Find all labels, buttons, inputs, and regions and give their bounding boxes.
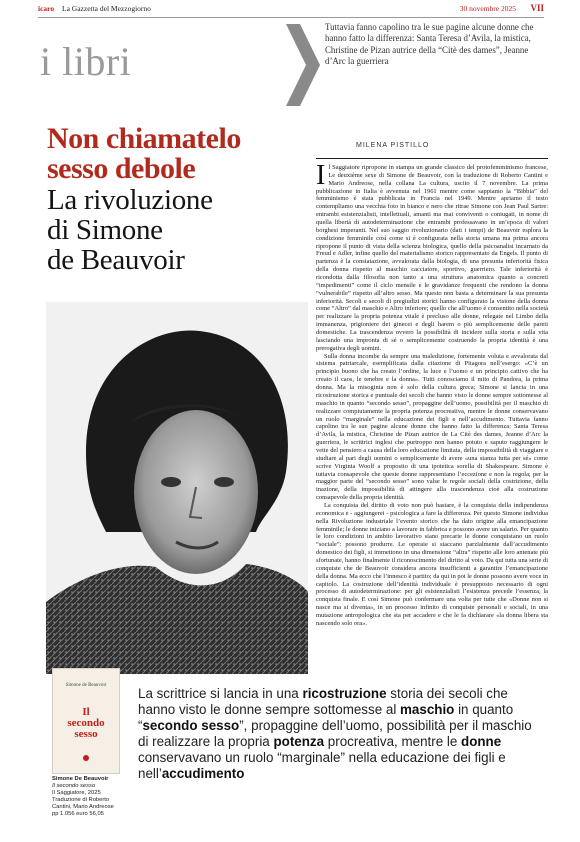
article-paragraph <box>316 164 548 353</box>
headline-line: sesso debole <box>47 152 196 185</box>
book-title-line: secondo <box>67 717 105 729</box>
quote-part: storia dei secoli che hanno visto le donne sempre sottomesse al <box>138 686 508 717</box>
quote-emph: maschio <box>400 702 455 717</box>
headline-line: Non chiamatelo <box>47 122 241 155</box>
book-title <box>53 707 119 740</box>
quote-part: conservavano un ruolo “marginale” nella educazione dei figli e nell’ <box>138 750 506 781</box>
drop-cap: I <box>316 164 326 191</box>
portrait-illustration <box>46 302 308 674</box>
headline <box>47 124 307 184</box>
article-paragraph: Sulla donna incombe da sempre una maledizione, fortemente voluta e avvalorata dal sistema patriarcale, esemplificata dalla citazione di Pitagora nell’esergo: «C’è un principio buono che ha creato l’ordine, la luce e l’uomo e un principio cattivo che ha creato il caos, le tenebre e la donna». Tutti conosciamo il mito di Pandora, la prima donna. Ma la misoginia non è solo della cultura greca; Simone si lancia in una ricostruzione storica e puntuale dei secoli che hanno visto le donne sempre sottomesse al maschio in quanto “secondo sesso”, propagginе dell’uomo, possibilità per il maschio di realizzare compiutamente la propria potenza procreativa, mentre le donne conservavano un ruolo “marginale” nella educazione dei figli e nell’accudimento. Tuttavia fanno capolino tra le sue pagine alcune donne che hanno fatto la differenza: Santa Teresa d’Avila, la mistica, Christine de Pizan autrice de La Citè des dames, Jeanne d’Arc la guerriera, le scrittrici inglesi che purtroppo non hanno potuto e saputo raggiungere le vette del pensiero a causa della loro educazione limitata, della impossibilità di viaggiare e studiare al pari degli uomini o semplicemente di avere «una stanza tutta per sé» come scrive Virginia Woolf a proposito di una ipotetica sorella di Shakespeare. Simone è tuttavia consapevole che queste donne rappresentano l’eccezione e non la regola; per la maggior parte del “secondo sesso” sono valse le regole sociali della costrizione, della inazione, della impossibilità di attingere alla trascendenza cioè alla costruzione consapevole della propria identità. <box>316 352 548 502</box>
caption-author: Simone De Beauvoir <box>52 776 109 782</box>
brand-logo: icaro <box>38 4 55 13</box>
quote-emph: potenza <box>273 734 325 749</box>
teaser-text: Tuttavia fanno capolino tra le sue pagine alcune donne che hanno fatto la differenza: Santa Teresa d’Avila, la mistica, Christine de Pizan autrice della “Citè des dames”, Jeanne d’Arc la guerriera <box>325 22 534 66</box>
paragraph-text: l Saggiatore ripropone in stampa un grande classico del protofemminismo francese, Le deuxième sexe di Simone de Beauvoir, con la traduzione di Roberto Cantini e Mario Andreose, nella collana La cultura, uscito il 7 novembre. La prima pubblicazione in Italia è avvenuta nel 1961 mentre come sappiamo la “Bibbia” del femminismo è stata pubblicata in Francia nel 1949. Mentre apriamo il testo contempliamo una vecchia foto in bianco e nero che ritrae Simone con Jean Paul Sartre: entrambi esistenzialisti, intellettuali, amanti ma mai conviventi o coniugati, in nome di quella libertà di autodeterminazione che entrambi professavano in un’epoca di valori borghesi imperanti. Nel suo saggio rivoluzionario (dati i tempi) de Beauvoir esplora la condizione femminile così come si è configurata nella storia umana ma prima ancora ripropone il punto di vista della scienza biologica, quello della psicoanalisi incarnato da Freud e Adler, infine quello del materialismo storico rappresentato da Engels. Il punto di partenza è la constatazione, avvalorata dalla biologia, di una presunta inferiorità fisica della donna rispetto al maschio cacciatore, sportivo, guerriero. Tale inferiorità è ricondotta dalla filosofia non tanto a una struttura anatomica quanto a concreti “impedimenti” come il ciclo mensile e le gravidanze frequenti che rendono la donna “vulnerabile” rispetto all’altro sesso. Ma questo non basta a determinare la sua presunta inferiorità. Secoli e secoli di pregiudizi storici hanno configurato la visione della donna come “Altro” dal maschio e Altro inferiore; quello che all’uomo è consentito nella società per realizzare la propria potenza vitale è precluso alle donne, relegate nel Limbo della immanenza, prigioniere dei ginecei e degli harem o più semplicemente delle pareti domestiche. La trascendenza ovvero la possibilità di incidere sulla storia e sulla vita lasciando una impronta di sé o semplicemente costruendo la propria identità è una prerogativa degli uomini. <box>316 164 548 352</box>
portrait-photo <box>46 302 308 674</box>
article-paragraph: La conquista del diritto di voto non può bastare, è la conquista della indipendenza economica e - aggiungerei - psicologica a fare la differenza. Per questo Simone individua nella Rivoluzione industriale l’evento storico che ha dato origine alla emancipazione femminile; le donne iniziano a lavorare in fabbrica e possono avere un salario. Per quanto le loro condizioni in ambito lavorativo siano precarie le donne conquistano un ruolo “sociale”: possono produrre. Le operaie si staccano parzialmente dall’accudimento domestico dei figli, si immettono in una dimensione “altra” rispetto alle loro antenate più sfortunate, hanno finalmente il riconoscimento del diritto al voto. Da qui tutta una serie di conquiste che de Beauvoir considera ancora insufficienti a garantire l’emancipazione della donna. Ma ecco che l’innesco è partito; da qui in poi le donne possono avere voce in capitolo. La costruzione dell’identità individuale è presupposto necessario di ogni processo di autodeterminazione: per gli esistenzialisti l’esistenza precede l’essenza, la conquista finale. E così Simone può confermare una volta per tutte che «Donne non si nasce ma si diventa», in un processo infinito di conquiste personali e sociali, in una mutazione antropologica che sta per accadere e che le fa dichiarare «la donna libera sta nascendo solo ora». <box>316 501 548 627</box>
quote-part: in quanto “ <box>138 702 514 733</box>
caption-line: Il Saggiatore, 2025 <box>52 789 101 796</box>
byline: MILENA PISTILLO <box>356 142 430 149</box>
book-title-line: Il <box>82 706 90 718</box>
quote-part: ”, propaggine dell’uomo, possibilità per il maschio di realizzare la propria <box>138 718 532 749</box>
subheadline-line: de Beauvoir <box>47 244 185 276</box>
issue-date: 30 novembre 2025 <box>459 4 516 13</box>
publication-name: La Gazzetta del Mezzogiorno <box>62 4 151 13</box>
subheadline-line: La rivoluzione <box>47 184 213 216</box>
caption-line: Traduzione di Roberto <box>52 796 110 803</box>
caption-line: pp 1.056 euro 56,05 <box>52 810 104 817</box>
quote-emph: ricostruzione <box>302 686 387 701</box>
publisher-logo-icon <box>83 755 89 761</box>
quote-part: procreativa, mentre le <box>324 734 462 749</box>
quote-emph: accudimento <box>161 766 245 781</box>
page-header <box>38 4 544 17</box>
book-author: Simone de Beauvoir <box>65 683 107 688</box>
subheadline <box>47 185 307 275</box>
book-cover <box>52 668 120 774</box>
book-caption <box>52 776 132 817</box>
subheadline-line: di Simone <box>47 214 163 246</box>
header-divider <box>38 17 544 18</box>
quote-emph: donne <box>461 734 502 749</box>
pull-quote <box>138 686 540 782</box>
book-title-line: sesso <box>74 728 98 740</box>
quote-part: La scrittrice si lancia in una <box>138 686 303 701</box>
caption-line: Cantini, Mario Andreose <box>52 803 114 810</box>
chevron-right-icon <box>286 24 320 106</box>
quote-emph: secondo sesso <box>142 718 240 733</box>
byline-divider <box>316 158 548 159</box>
page-number: VII <box>530 3 544 13</box>
section-title: i libri <box>40 39 132 84</box>
caption-title: Il secondo sesso <box>52 782 96 789</box>
